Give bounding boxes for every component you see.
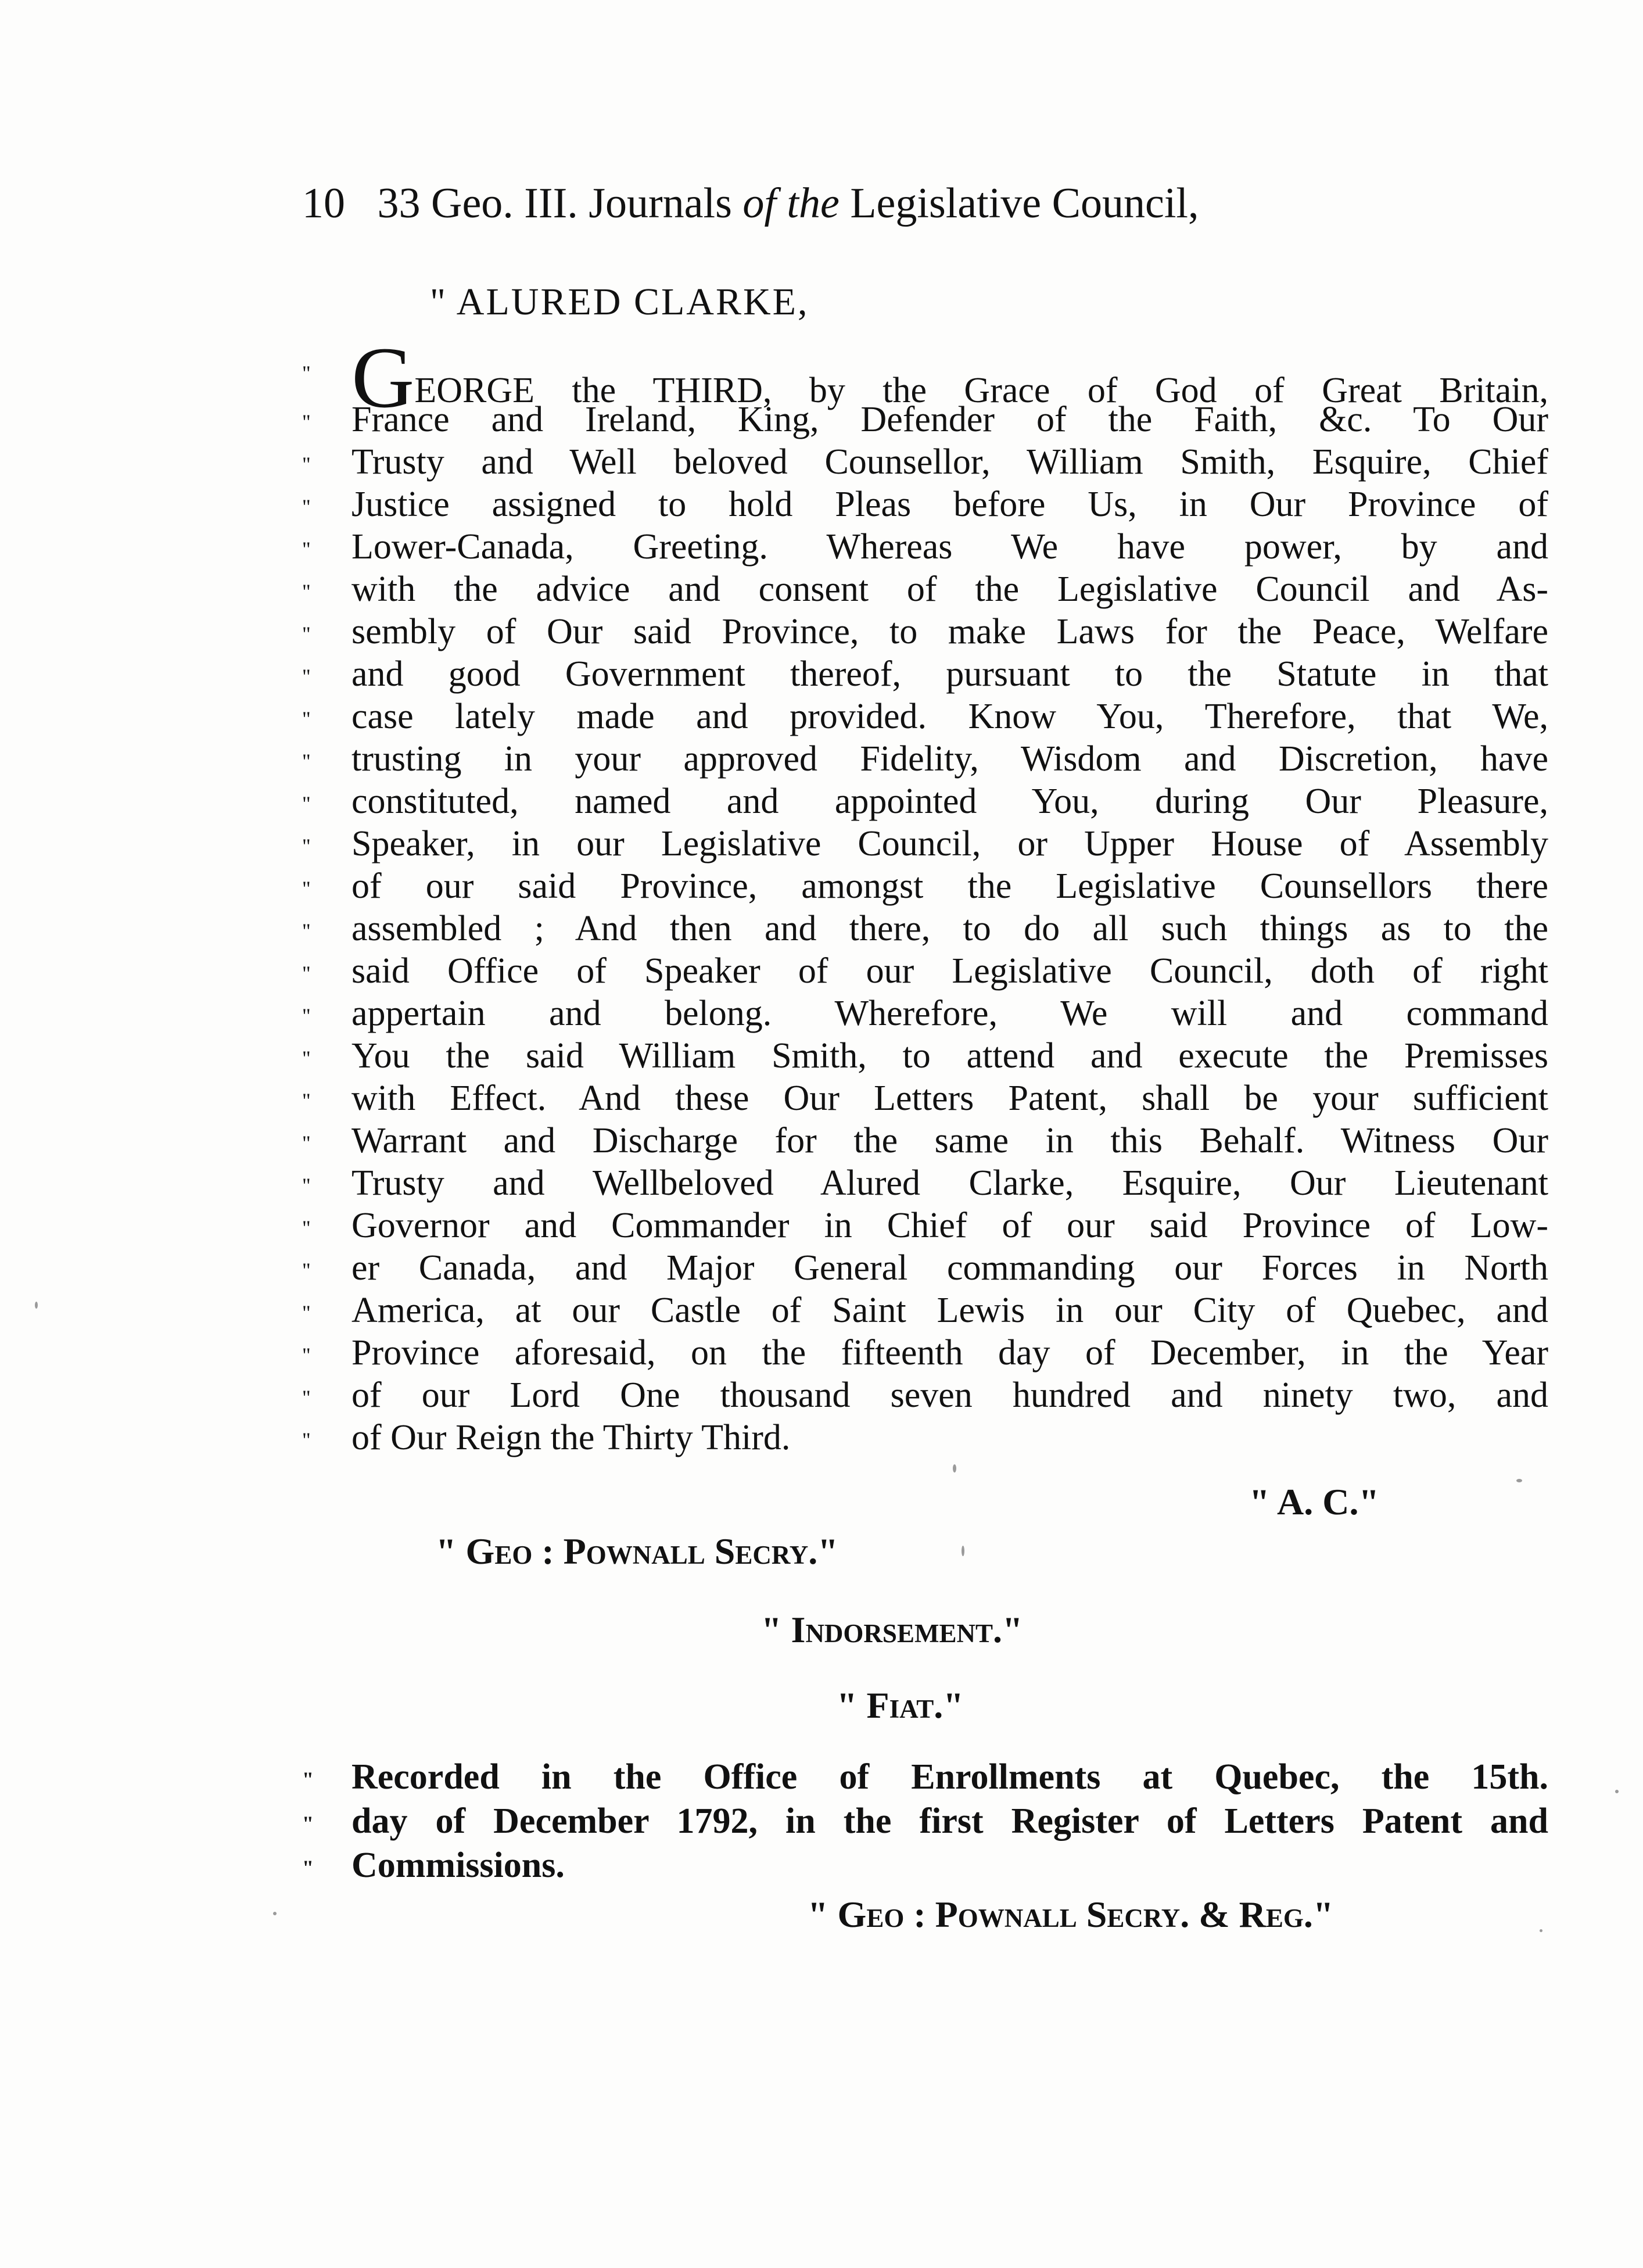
initials-signature: " A. C."	[1249, 1481, 1379, 1522]
text-line	[302, 823, 1548, 865]
text-line	[302, 1162, 1548, 1205]
text-line	[302, 1417, 1534, 1459]
text-line	[302, 1374, 1548, 1417]
line-quote-mark: "	[302, 410, 311, 433]
line-quote-mark: "	[302, 707, 311, 730]
line-quote-mark: "	[302, 580, 311, 603]
text-line	[302, 1035, 1548, 1077]
line-quote-mark: "	[302, 792, 311, 815]
line-text: Province aforesaid, on the fifteenth day of December, in the Year	[351, 1333, 1548, 1373]
secretary-signature: " Geo : Pownall Secry."	[436, 1531, 838, 1572]
line-text: day of December 1792, in the first Register of Letters Patent and	[351, 1801, 1548, 1841]
line-text: with Effect. And these Our Letters Patent, shall be your sufficient	[351, 1079, 1548, 1118]
running-header	[302, 174, 1522, 232]
line-quote-mark: "	[302, 1047, 311, 1070]
line-quote-mark: "	[302, 361, 311, 385]
line-text: sembly of Our said Province, to make Laws for the Peace, Welfare	[351, 612, 1548, 651]
line-text: Warrant and Discharge for the same in this Behalf. Witness Our	[351, 1121, 1548, 1160]
session-label: 33 Geo. III.	[377, 180, 578, 227]
journals-label: Journals	[589, 180, 732, 227]
line-text: Lower-Canada, Greeting. Whereas We have power, by and	[351, 527, 1548, 567]
line-quote-mark: "	[302, 1856, 314, 1879]
line-text: of our said Province, amongst the Legislative Counsellors there	[351, 866, 1548, 906]
text-line	[302, 1755, 1548, 1799]
line-quote-mark: "	[302, 1812, 314, 1835]
line-text: and good Government thereof, pursuant to the Statute in that	[351, 654, 1548, 694]
drop-cap-letter: G	[351, 329, 415, 426]
scan-speck	[953, 1464, 956, 1472]
text-line	[302, 399, 1548, 441]
line-text: Governor and Commander in Chief of our said Province of Low-	[351, 1206, 1548, 1245]
line-text: of our Lord One thousand seven hundred and ninety two, and	[351, 1375, 1548, 1415]
header-title: Legislative Council,	[850, 180, 1199, 227]
line-text: with the advice and consent of the Legislative Council and As-	[351, 569, 1548, 609]
line-quote-mark: "	[302, 834, 311, 858]
line-text: Speaker, in our Legislative Council, or Upper House of Assembly	[351, 824, 1548, 864]
line-quote-mark: "	[302, 1004, 311, 1027]
line-text: Justice assigned to hold Pleas before Us, in Our Province of	[351, 485, 1548, 524]
line-text: Recorded in the Office of Enrollments at Quebec, the 15th.	[351, 1757, 1548, 1797]
line-text: constituted, named and appointed You, during Our Pleasure,	[351, 782, 1548, 821]
line-text: said Office of Speaker of our Legislative Council, doth of right	[351, 951, 1548, 991]
of-the-label: of the	[742, 180, 840, 227]
line-text: of Our Reign the Thirty Third.	[351, 1418, 791, 1457]
line-quote-mark: "	[302, 622, 311, 646]
record-text	[302, 1755, 1548, 1887]
registrar-signature: " Geo : Pownall Secry. & Reg."	[808, 1894, 1334, 1935]
line-text: appertain and belong. Wherefore, We will and command	[351, 994, 1548, 1033]
line-quote-mark: "	[302, 962, 311, 985]
scan-speck	[1516, 1479, 1522, 1482]
line-text: Trusty and Wellbeloved Alured Clarke, Esquire, Our Lieutenant	[351, 1163, 1548, 1203]
line-text-rest: EORGE the THIRD, by the Grace of God of Great Britain,	[414, 371, 1548, 410]
text-line	[302, 1843, 1534, 1887]
line-quote-mark: "	[302, 919, 311, 943]
indorsement-heading: " Indorsement."	[761, 1609, 1023, 1650]
fiat-heading: " Fiat."	[837, 1685, 964, 1726]
line-quote-mark: "	[302, 1089, 311, 1112]
scan-speck	[35, 1302, 38, 1309]
line-quote-mark: "	[302, 665, 311, 688]
text-line	[302, 1077, 1548, 1120]
line-text: France and Ireland, King, Defender of the Faith, &c. To Our	[351, 400, 1548, 439]
line-quote-mark: "	[302, 1301, 311, 1324]
line-quote-mark: "	[302, 538, 311, 561]
text-line	[302, 738, 1548, 780]
line-quote-mark: "	[302, 453, 311, 476]
scan-speck	[962, 1546, 964, 1556]
scan-speck	[1615, 1790, 1619, 1793]
text-line	[302, 1247, 1548, 1289]
line-quote-mark: "	[302, 1386, 311, 1409]
addressee-heading: " ALURED CLARKE,	[430, 281, 809, 323]
scan-speck	[273, 1912, 277, 1915]
text-line	[302, 1205, 1548, 1247]
text-line	[302, 993, 1548, 1035]
page-number: 10	[302, 180, 345, 227]
text-line	[302, 568, 1548, 611]
line-quote-mark: "	[302, 877, 311, 900]
line-quote-mark: "	[302, 1174, 311, 1197]
text-line	[302, 653, 1548, 696]
line-text: You the said William Smith, to attend and execute the Premisses	[351, 1036, 1548, 1076]
line-text: er Canada, and Major General commanding our Forces in North	[351, 1248, 1548, 1288]
line-text: Trusty and Well beloved Counsellor, William Smith, Esquire, Chief	[351, 442, 1548, 482]
line-text: case lately made and provided. Know You, Therefore, that We,	[351, 697, 1548, 736]
text-line	[302, 696, 1548, 738]
line-text: America, at our Castle of Saint Lewis in our City of Quebec, and	[351, 1291, 1548, 1330]
scan-speck	[1540, 1929, 1542, 1932]
text-line	[302, 1289, 1548, 1332]
line-quote-mark: "	[302, 750, 311, 773]
text-line	[302, 908, 1548, 950]
text-line	[302, 865, 1548, 908]
text-line	[302, 483, 1548, 526]
commission-text	[302, 329, 1548, 1459]
line-quote-mark: "	[302, 1768, 314, 1791]
text-line	[302, 441, 1548, 483]
text-line	[302, 950, 1548, 993]
line-text: Commissions.	[351, 1846, 565, 1885]
text-line	[302, 611, 1548, 653]
line-quote-mark: "	[302, 1259, 311, 1282]
text-line	[302, 1799, 1548, 1843]
line-quote-mark: "	[302, 1216, 311, 1239]
text-line	[302, 780, 1548, 823]
line-quote-mark: "	[302, 495, 311, 518]
line-quote-mark: "	[302, 1343, 311, 1367]
line-text: assembled ; And then and there, to do all such things as to the	[351, 909, 1548, 948]
line-quote-mark: "	[302, 1428, 311, 1452]
text-line	[302, 1332, 1548, 1374]
text-line	[302, 1120, 1548, 1162]
line-quote-mark: "	[302, 1131, 311, 1155]
text-line	[302, 526, 1548, 568]
line-text: trusting in your approved Fidelity, Wisdom and Discretion, have	[351, 739, 1548, 779]
